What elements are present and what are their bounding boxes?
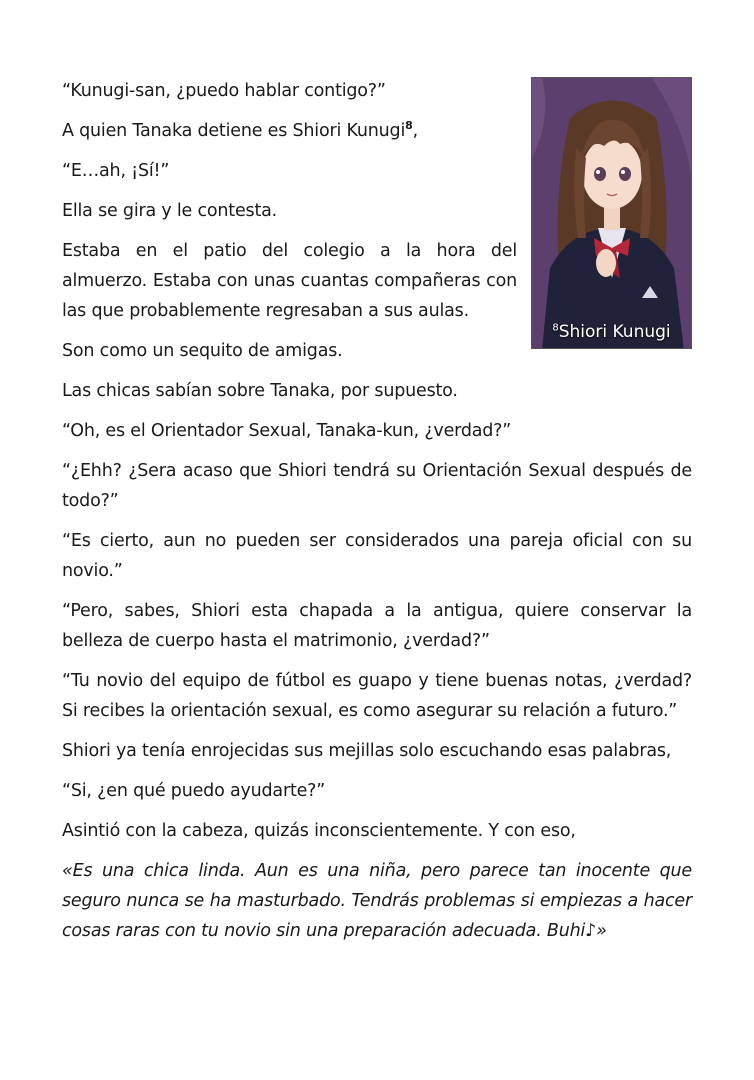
paragraph-13: Shiori ya tenía enrojecidas sus mejillas solo escuchando esas palabras,	[62, 741, 672, 761]
paragraph-2-tail: ,	[412, 121, 418, 141]
paragraph-1: “Kunugi-san, ¿puedo hablar contigo?”	[62, 81, 386, 101]
footnote-marker: 8	[405, 119, 413, 133]
paragraph-11: “Pero, sabes, Shiori esta chapada a la antigua, quiere conservar la belleza de cuerpo hasta el matrimonio, ¿verdad?”	[62, 601, 692, 651]
paragraph-12: “Tu novio del equipo de fútbol es guapo y tiene buenas notas, ¿verdad? Si recibes la orientación sexual, es como asegurar su relación a futuro.”	[62, 671, 692, 721]
caption-footnote-marker: 8	[552, 322, 559, 334]
caption-name: Shiori Kunugi	[558, 322, 671, 342]
paragraph-15: Asintió con la cabeza, quizás inconscientemente. Y con eso,	[62, 821, 576, 841]
paragraph-9: “¿Ehh? ¿Sera acaso que Shiori tendrá su Orientación Sexual después de todo?”	[62, 461, 692, 511]
paragraph-7: Las chicas sabían sobre Tanaka, por supuesto.	[62, 381, 458, 401]
paragraph-3: “E…ah, ¡Sí!”	[62, 161, 170, 181]
paragraph-4: Ella se gira y le contesta.	[62, 201, 277, 221]
paragraph-14: “Si, ¿en qué puedo ayudarte?”	[62, 781, 326, 801]
paragraph-10: “Es cierto, aun no pueden ser considerados una pareja oficial con su novio.”	[62, 531, 692, 581]
paragraph-2-text: A quien Tanaka detiene es Shiori Kunugi	[62, 121, 406, 141]
body-text	[62, 76, 692, 956]
paragraph-6: Son como un sequito de amigas.	[62, 341, 343, 361]
paragraph-8: “Oh, es el Orientador Sexual, Tanaka-kun, ¿verdad?”	[62, 421, 512, 441]
paragraph-5: Estaba en el patio del colegio a la hora del almuerzo. Estaba con unas cuantas compañeras con las que probablemente regresaban a sus aulas.	[62, 241, 517, 321]
paragraph-2	[62, 116, 517, 146]
paragraph-16-thought: «Es una chica linda. Aun es una niña, pero parece tan inocente que seguro nunca se ha masturbado. Tendrás problemas si empiezas a hacer cosas raras con tu novio sin una preparación adecuada. Buhi♪»	[62, 861, 692, 941]
